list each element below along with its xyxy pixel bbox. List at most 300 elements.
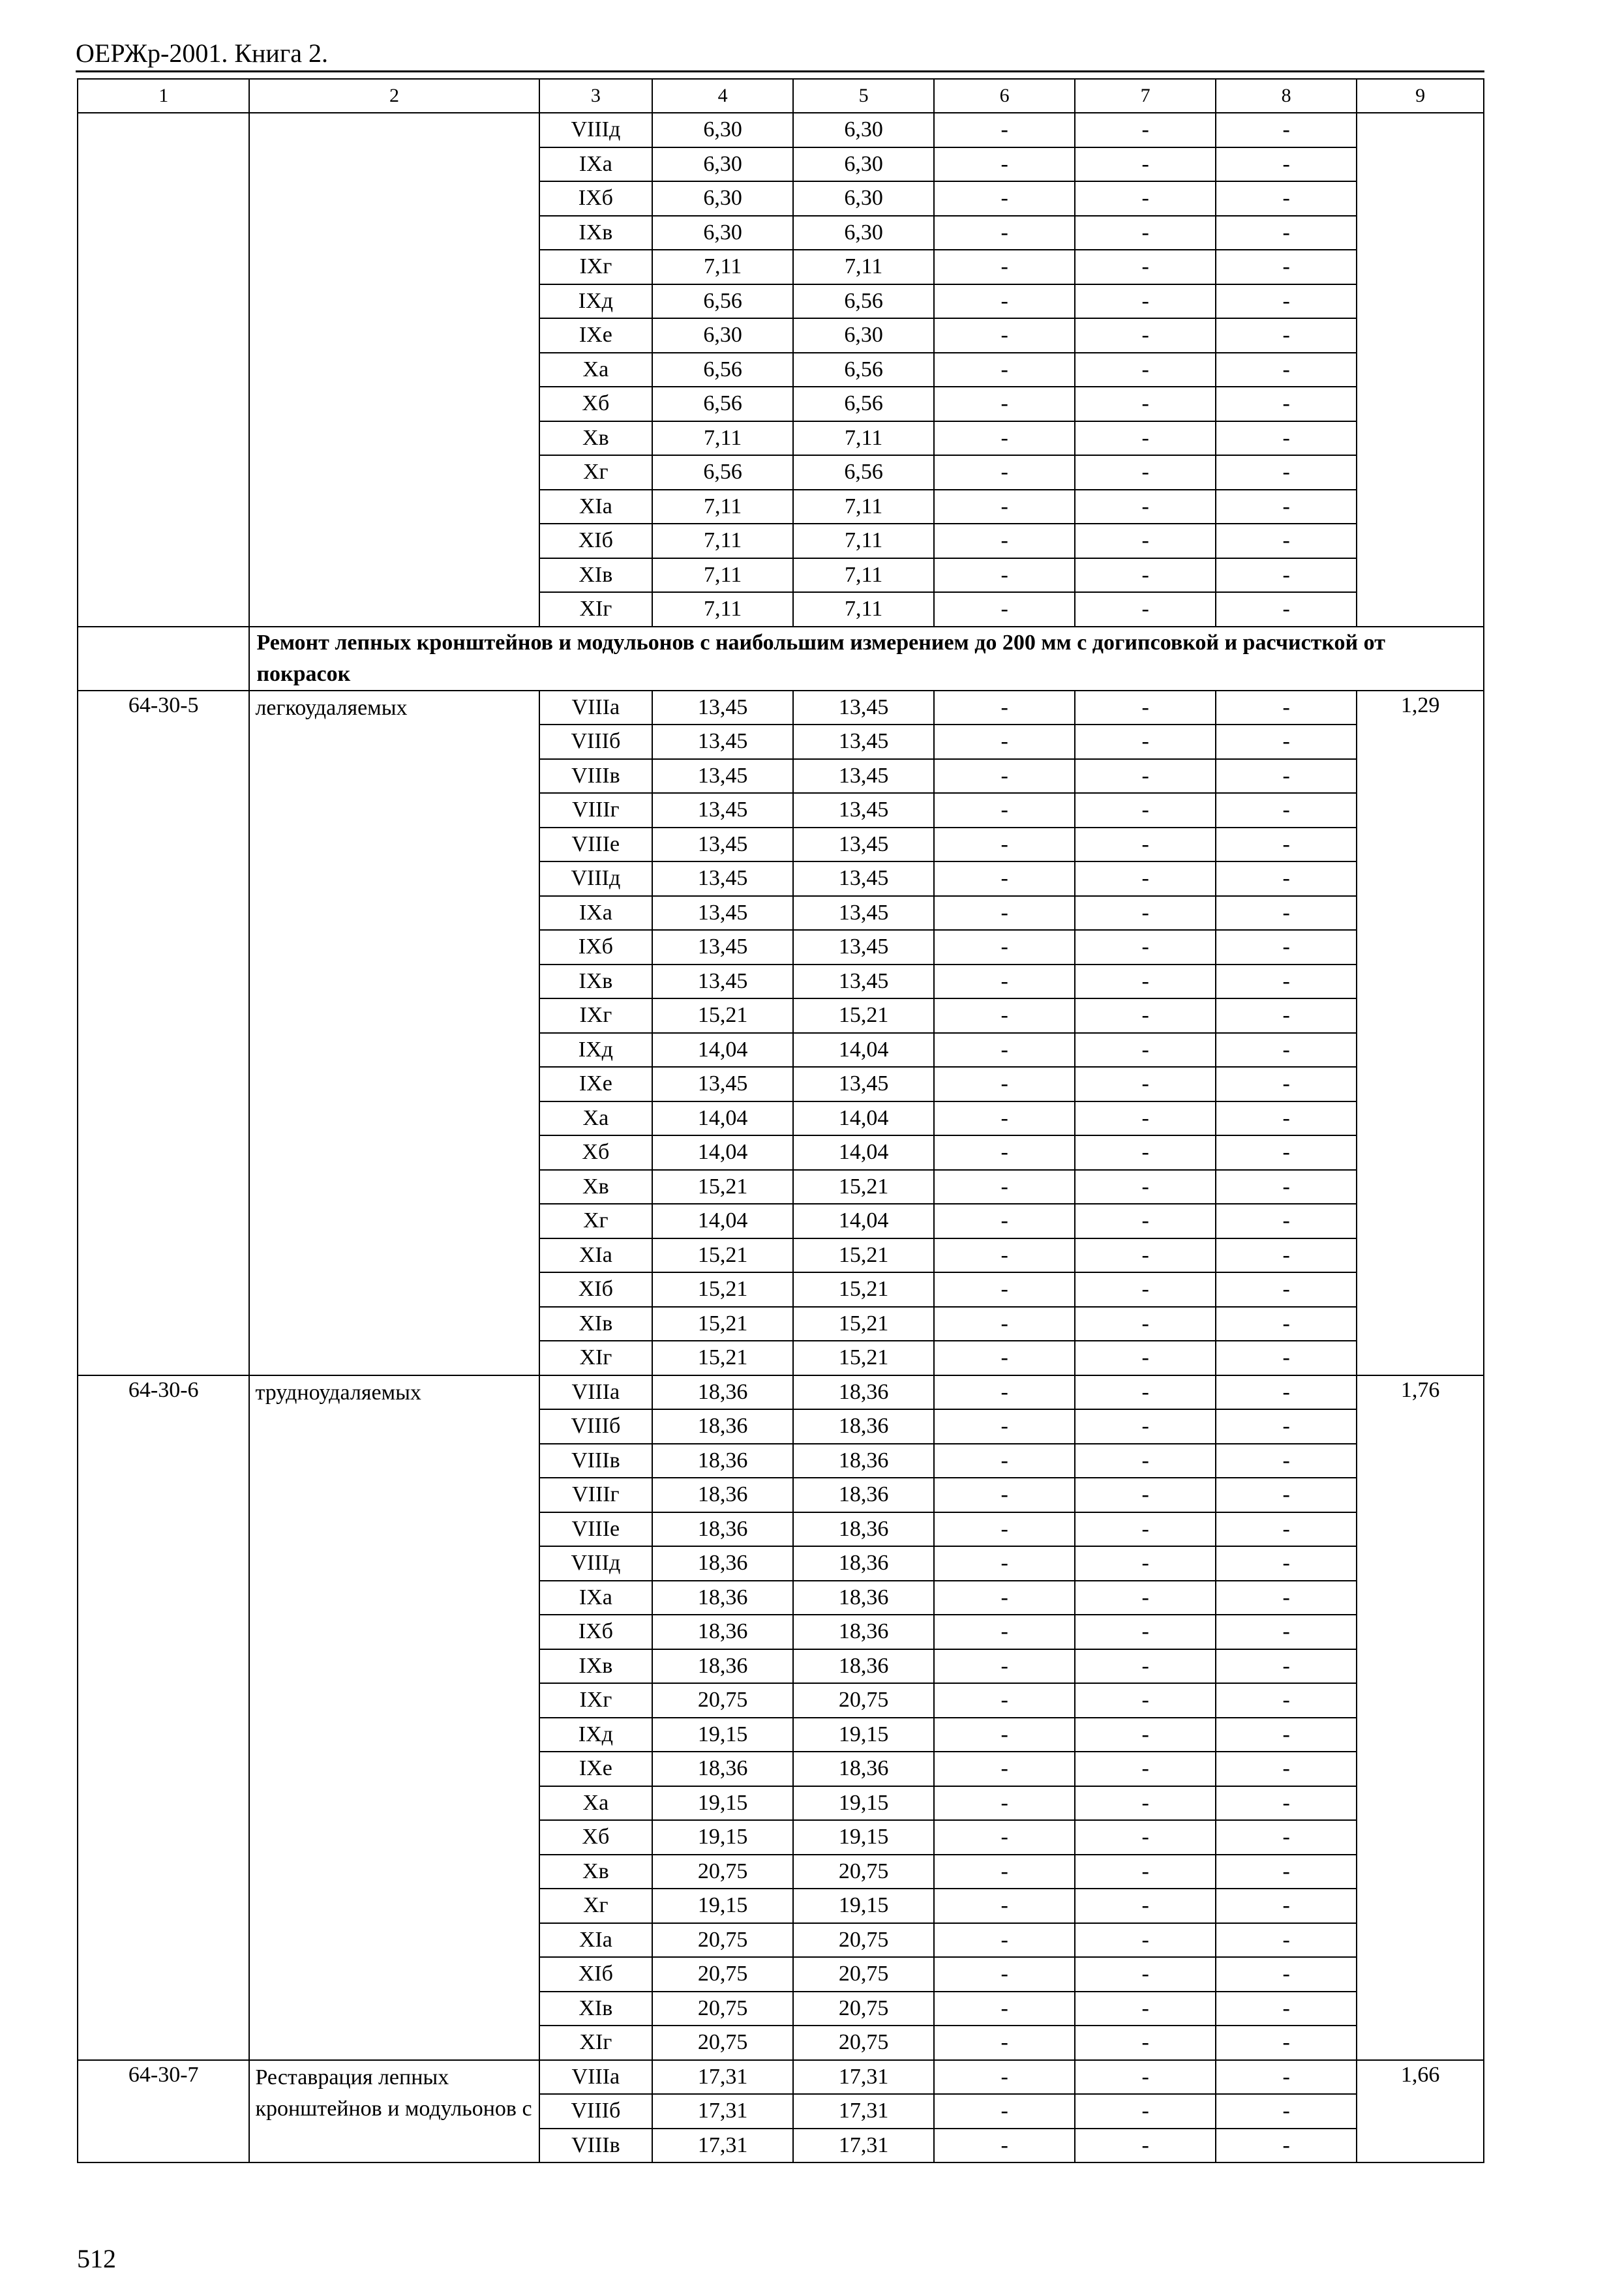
total-cost-cell: 7,11 [652,558,793,593]
machinists-wages-cell: - [1075,1170,1216,1204]
wages-cell: 18,36 [793,1478,934,1512]
machinists-wages-cell: - [1075,1581,1216,1615]
materials-cell: - [1216,930,1357,965]
total-cost-cell: 13,45 [652,965,793,999]
work-description: трудноудаляемых [249,1375,539,2060]
wages-cell: 18,36 [793,1615,934,1649]
wages-cell: 18,36 [793,1444,934,1478]
section-row [78,627,1484,691]
machinists-wages-cell: - [1075,930,1216,965]
machines-cell: - [934,387,1075,421]
total-cost-cell: 15,21 [652,1272,793,1307]
machines-cell: - [934,2026,1075,2060]
machinists-wages-cell: - [1075,1238,1216,1273]
category-cell: Xб [539,387,653,421]
machines-cell: - [934,1444,1075,1478]
category-cell: XIг [539,592,653,627]
category-cell: Xа [539,1786,653,1821]
machines-cell: - [934,1375,1075,1410]
machinists-wages-cell: - [1075,1307,1216,1341]
machines-cell: - [934,1889,1075,1923]
header-rule [76,70,1484,72]
wages-cell: 18,36 [793,1546,934,1581]
total-cost-cell: 6,56 [652,387,793,421]
machines-cell: - [934,216,1075,250]
machines-cell: - [934,1855,1075,1889]
wages-cell: 19,15 [793,1889,934,1923]
materials-cell: - [1216,2026,1357,2060]
column-number: 9 [1357,79,1484,113]
wages-cell: 15,21 [793,1272,934,1307]
materials-cell: - [1216,1444,1357,1478]
total-cost-cell: 6,30 [652,181,793,216]
category-cell: VIIIд [539,1546,653,1581]
machinists-wages-cell: - [1075,147,1216,182]
category-cell: IXд [539,1033,653,1068]
machines-cell: - [934,1478,1075,1512]
materials-cell: - [1216,421,1357,456]
category-cell: XIг [539,2026,653,2060]
machines-cell: - [934,1923,1075,1958]
wages-cell: 15,21 [793,1341,934,1375]
wages-cell: 6,30 [793,113,934,147]
total-cost-cell: 18,36 [652,1615,793,1649]
total-cost-cell: 15,21 [652,1238,793,1273]
machinists-wages-cell: - [1075,284,1216,319]
category-cell: XIв [539,1992,653,2026]
materials-cell: - [1216,147,1357,182]
total-cost-cell: 14,04 [652,1101,793,1136]
category-cell: IXе [539,318,653,353]
machines-cell: - [934,725,1075,759]
materials-cell: - [1216,1067,1357,1101]
materials-cell: - [1216,1478,1357,1512]
total-cost-cell: 13,45 [652,896,793,931]
coefficient: 1,29 [1357,691,1484,1375]
wages-cell: 17,31 [793,2094,934,2129]
total-cost-cell: 18,36 [652,1546,793,1581]
machinists-wages-cell: - [1075,1786,1216,1821]
category-cell: Xб [539,1820,653,1855]
category-cell: VIIIа [539,1375,653,1410]
category-cell: IXб [539,930,653,965]
machines-cell: - [934,1649,1075,1684]
machines-cell: - [934,1546,1075,1581]
materials-cell: - [1216,1683,1357,1718]
wages-cell: 6,30 [793,216,934,250]
category-cell: IXб [539,181,653,216]
machinists-wages-cell: - [1075,318,1216,353]
machinists-wages-cell: - [1075,896,1216,931]
machinists-wages-cell: - [1075,1957,1216,1992]
machinists-wages-cell: - [1075,1683,1216,1718]
materials-cell: - [1216,1135,1357,1170]
wages-cell: 17,31 [793,2129,934,2163]
total-cost-cell: 14,04 [652,1135,793,1170]
materials-cell: - [1216,1307,1357,1341]
machinists-wages-cell: - [1075,725,1216,759]
materials-cell: - [1216,216,1357,250]
materials-cell: - [1216,592,1357,627]
machines-cell: - [934,1957,1075,1992]
total-cost-cell: 13,45 [652,861,793,896]
category-cell: VIIIа [539,691,653,725]
machines-cell: - [934,250,1075,284]
total-cost-cell: 7,11 [652,250,793,284]
wages-cell: 14,04 [793,1101,934,1136]
materials-cell: - [1216,250,1357,284]
coefficient: 1,76 [1357,1375,1484,2060]
column-number: 7 [1075,79,1216,113]
total-cost-cell: 13,45 [652,1067,793,1101]
category-cell: Xв [539,1855,653,1889]
category-cell: VIIIе [539,1512,653,1547]
materials-cell: - [1216,113,1357,147]
total-cost-cell: 7,11 [652,524,793,558]
machines-cell: - [934,524,1075,558]
machines-cell: - [934,998,1075,1033]
machines-cell: - [934,759,1075,794]
table-row [78,691,1484,725]
category-cell: VIIIб [539,2094,653,2129]
category-cell: VIIIд [539,113,653,147]
wages-cell: 15,21 [793,1307,934,1341]
materials-cell: - [1216,1649,1357,1684]
machinists-wages-cell: - [1075,759,1216,794]
category-cell: VIIIв [539,1444,653,1478]
category-cell: IXд [539,284,653,319]
wages-cell: 15,21 [793,1238,934,1273]
category-cell: Xв [539,421,653,456]
category-cell: IXг [539,998,653,1033]
machines-cell: - [934,1409,1075,1444]
category-cell: Xг [539,1204,653,1238]
machinists-wages-cell: - [1075,524,1216,558]
total-cost-cell: 13,45 [652,793,793,828]
wages-cell: 13,45 [793,896,934,931]
category-cell: VIIIе [539,828,653,862]
machinists-wages-cell: - [1075,1718,1216,1752]
category-cell: IXв [539,1649,653,1684]
machines-cell: - [934,793,1075,828]
machines-cell: - [934,1067,1075,1101]
total-cost-cell: 6,30 [652,318,793,353]
category-cell: IXг [539,250,653,284]
total-cost-cell: 6,56 [652,284,793,319]
wages-cell: 7,11 [793,250,934,284]
materials-cell: - [1216,861,1357,896]
rate-code: 64-30-5 [78,691,249,1375]
machinists-wages-cell: - [1075,1033,1216,1068]
materials-cell: - [1216,896,1357,931]
wages-cell: 14,04 [793,1204,934,1238]
materials-cell: - [1216,1718,1357,1752]
wages-cell: 6,56 [793,387,934,421]
category-cell: XIа [539,490,653,524]
total-cost-cell: 13,45 [652,930,793,965]
materials-cell: - [1216,181,1357,216]
total-cost-cell: 18,36 [652,1375,793,1410]
wages-cell: 20,75 [793,1683,934,1718]
machines-cell: - [934,1992,1075,2026]
machinists-wages-cell: - [1075,861,1216,896]
machinists-wages-cell: - [1075,353,1216,387]
machinists-wages-cell: - [1075,1923,1216,1958]
machinists-wages-cell: - [1075,250,1216,284]
work-description [249,113,539,627]
category-cell: IXг [539,1683,653,1718]
machines-cell: - [934,861,1075,896]
machines-cell: - [934,558,1075,593]
category-cell: XIг [539,1341,653,1375]
wages-cell: 14,04 [793,1135,934,1170]
column-number: 4 [652,79,793,113]
category-cell: IXе [539,1067,653,1101]
materials-cell: - [1216,1238,1357,1273]
total-cost-cell: 18,36 [652,1409,793,1444]
total-cost-cell: 20,75 [652,1683,793,1718]
materials-cell: - [1216,1889,1357,1923]
machines-cell: - [934,1204,1075,1238]
column-number: 2 [249,79,539,113]
machinists-wages-cell: - [1075,1820,1216,1855]
total-cost-cell: 13,45 [652,725,793,759]
machines-cell: - [934,691,1075,725]
materials-cell: - [1216,1923,1357,1958]
machinists-wages-cell: - [1075,793,1216,828]
work-description: Реставрация лепных кронштейнов и модульонов с [249,2060,539,2163]
wages-cell: 7,11 [793,524,934,558]
category-cell: IXд [539,1718,653,1752]
wages-cell: 19,15 [793,1718,934,1752]
total-cost-cell: 7,11 [652,592,793,627]
materials-cell: - [1216,998,1357,1033]
machines-cell: - [934,490,1075,524]
materials-cell: - [1216,490,1357,524]
machinists-wages-cell: - [1075,1409,1216,1444]
machinists-wages-cell: - [1075,455,1216,490]
total-cost-cell: 13,45 [652,828,793,862]
total-cost-cell: 6,30 [652,216,793,250]
rates-table [77,78,1484,2163]
materials-cell: - [1216,1272,1357,1307]
materials-cell: - [1216,725,1357,759]
machinists-wages-cell: - [1075,421,1216,456]
section-blank-cell [78,627,249,691]
total-cost-cell: 20,75 [652,1923,793,1958]
total-cost-cell: 13,45 [652,759,793,794]
category-cell: VIIIд [539,861,653,896]
materials-cell: - [1216,2129,1357,2163]
machines-cell: - [934,1341,1075,1375]
category-cell: VIIIг [539,1478,653,1512]
machines-cell: - [934,1272,1075,1307]
category-cell: XIа [539,1238,653,1273]
machinists-wages-cell: - [1075,592,1216,627]
total-cost-cell: 6,30 [652,113,793,147]
wages-cell: 20,75 [793,2026,934,2060]
wages-cell: 20,75 [793,1855,934,1889]
wages-cell: 13,45 [793,759,934,794]
category-cell: VIIIв [539,2129,653,2163]
total-cost-cell: 19,15 [652,1889,793,1923]
coefficient: 1,66 [1357,2060,1484,2163]
machines-cell: - [934,455,1075,490]
total-cost-cell: 18,36 [652,1512,793,1547]
total-cost-cell: 19,15 [652,1718,793,1752]
total-cost-cell: 19,15 [652,1786,793,1821]
machinists-wages-cell: - [1075,490,1216,524]
total-cost-cell: 15,21 [652,1170,793,1204]
materials-cell: - [1216,1546,1357,1581]
materials-cell: - [1216,318,1357,353]
section-title: Ремонт лепных кронштейнов и модульонов с наибольшим измерением до 200 мм с догипсовкой и расчисткой от покрасок [249,627,1484,691]
machines-cell: - [934,2094,1075,2129]
category-cell: IXв [539,965,653,999]
machines-cell: - [934,1786,1075,1821]
machinists-wages-cell: - [1075,2060,1216,2095]
category-cell: IXе [539,1752,653,1786]
document-header: ОЕРЖр-2001. Книга 2. [76,38,328,68]
category-cell: VIIIб [539,725,653,759]
total-cost-cell: 15,21 [652,1341,793,1375]
machines-cell: - [934,1307,1075,1341]
work-description: легкоудаляемых [249,691,539,1375]
column-number: 1 [78,79,249,113]
total-cost-cell: 17,31 [652,2060,793,2095]
category-cell: XIб [539,524,653,558]
materials-cell: - [1216,1101,1357,1136]
category-cell: Xг [539,455,653,490]
wages-cell: 20,75 [793,1923,934,1958]
wages-cell: 6,30 [793,147,934,182]
wages-cell: 18,36 [793,1752,934,1786]
materials-cell: - [1216,691,1357,725]
machines-cell: - [934,284,1075,319]
total-cost-cell: 17,31 [652,2129,793,2163]
machines-cell: - [934,1238,1075,1273]
materials-cell: - [1216,1581,1357,1615]
machinists-wages-cell: - [1075,1135,1216,1170]
materials-cell: - [1216,2094,1357,2129]
materials-cell: - [1216,1957,1357,1992]
wages-cell: 13,45 [793,828,934,862]
machines-cell: - [934,2129,1075,2163]
wages-cell: 18,36 [793,1512,934,1547]
category-cell: XIв [539,1307,653,1341]
total-cost-cell: 6,56 [652,455,793,490]
rate-code [78,113,249,627]
wages-cell: 20,75 [793,1992,934,2026]
category-cell: Xв [539,1170,653,1204]
category-cell: VIIIа [539,2060,653,2095]
wages-cell: 13,45 [793,861,934,896]
machines-cell: - [934,828,1075,862]
machinists-wages-cell: - [1075,387,1216,421]
machines-cell: - [934,181,1075,216]
machinists-wages-cell: - [1075,1855,1216,1889]
machinists-wages-cell: - [1075,2129,1216,2163]
machines-cell: - [934,1615,1075,1649]
machines-cell: - [934,1170,1075,1204]
total-cost-cell: 20,75 [652,1855,793,1889]
total-cost-cell: 17,31 [652,2094,793,2129]
machinists-wages-cell: - [1075,828,1216,862]
materials-cell: - [1216,965,1357,999]
machinists-wages-cell: - [1075,113,1216,147]
column-number: 8 [1216,79,1357,113]
machines-cell: - [934,1752,1075,1786]
column-number: 3 [539,79,653,113]
category-cell: VIIIг [539,793,653,828]
materials-cell: - [1216,1375,1357,1410]
wages-cell: 13,45 [793,691,934,725]
machinists-wages-cell: - [1075,1101,1216,1136]
wages-cell: 18,36 [793,1375,934,1410]
machinists-wages-cell: - [1075,1375,1216,1410]
total-cost-cell: 7,11 [652,421,793,456]
materials-cell: - [1216,1615,1357,1649]
materials-cell: - [1216,455,1357,490]
machines-cell: - [934,2060,1075,2095]
category-cell: Xб [539,1135,653,1170]
materials-cell: - [1216,1855,1357,1889]
machinists-wages-cell: - [1075,998,1216,1033]
total-cost-cell: 18,36 [652,1478,793,1512]
materials-cell: - [1216,1341,1357,1375]
wages-cell: 15,21 [793,1170,934,1204]
wages-cell: 7,11 [793,421,934,456]
materials-cell: - [1216,558,1357,593]
materials-cell: - [1216,2060,1357,2095]
machinists-wages-cell: - [1075,1889,1216,1923]
wages-cell: 18,36 [793,1409,934,1444]
materials-cell: - [1216,828,1357,862]
machinists-wages-cell: - [1075,691,1216,725]
total-cost-cell: 14,04 [652,1033,793,1068]
column-number: 6 [934,79,1075,113]
wages-cell: 7,11 [793,490,934,524]
rate-code: 64-30-6 [78,1375,249,2060]
table-row [78,113,1484,147]
machinists-wages-cell: - [1075,1478,1216,1512]
category-cell: VIIIб [539,1409,653,1444]
column-number-row [78,79,1484,113]
machinists-wages-cell: - [1075,1512,1216,1547]
wages-cell: 13,45 [793,965,934,999]
total-cost-cell: 20,75 [652,2026,793,2060]
total-cost-cell: 14,04 [652,1204,793,1238]
materials-cell: - [1216,1170,1357,1204]
wages-cell: 6,30 [793,318,934,353]
wages-cell: 6,56 [793,455,934,490]
machinists-wages-cell: - [1075,2026,1216,2060]
machinists-wages-cell: - [1075,1341,1216,1375]
category-cell: XIв [539,558,653,593]
total-cost-cell: 18,36 [652,1581,793,1615]
total-cost-cell: 6,56 [652,353,793,387]
wages-cell: 14,04 [793,1033,934,1068]
total-cost-cell: 13,45 [652,691,793,725]
materials-cell: - [1216,1752,1357,1786]
machines-cell: - [934,1581,1075,1615]
machinists-wages-cell: - [1075,1752,1216,1786]
machinists-wages-cell: - [1075,1649,1216,1684]
machinists-wages-cell: - [1075,216,1216,250]
machinists-wages-cell: - [1075,1546,1216,1581]
wages-cell: 13,45 [793,793,934,828]
machinists-wages-cell: - [1075,1272,1216,1307]
